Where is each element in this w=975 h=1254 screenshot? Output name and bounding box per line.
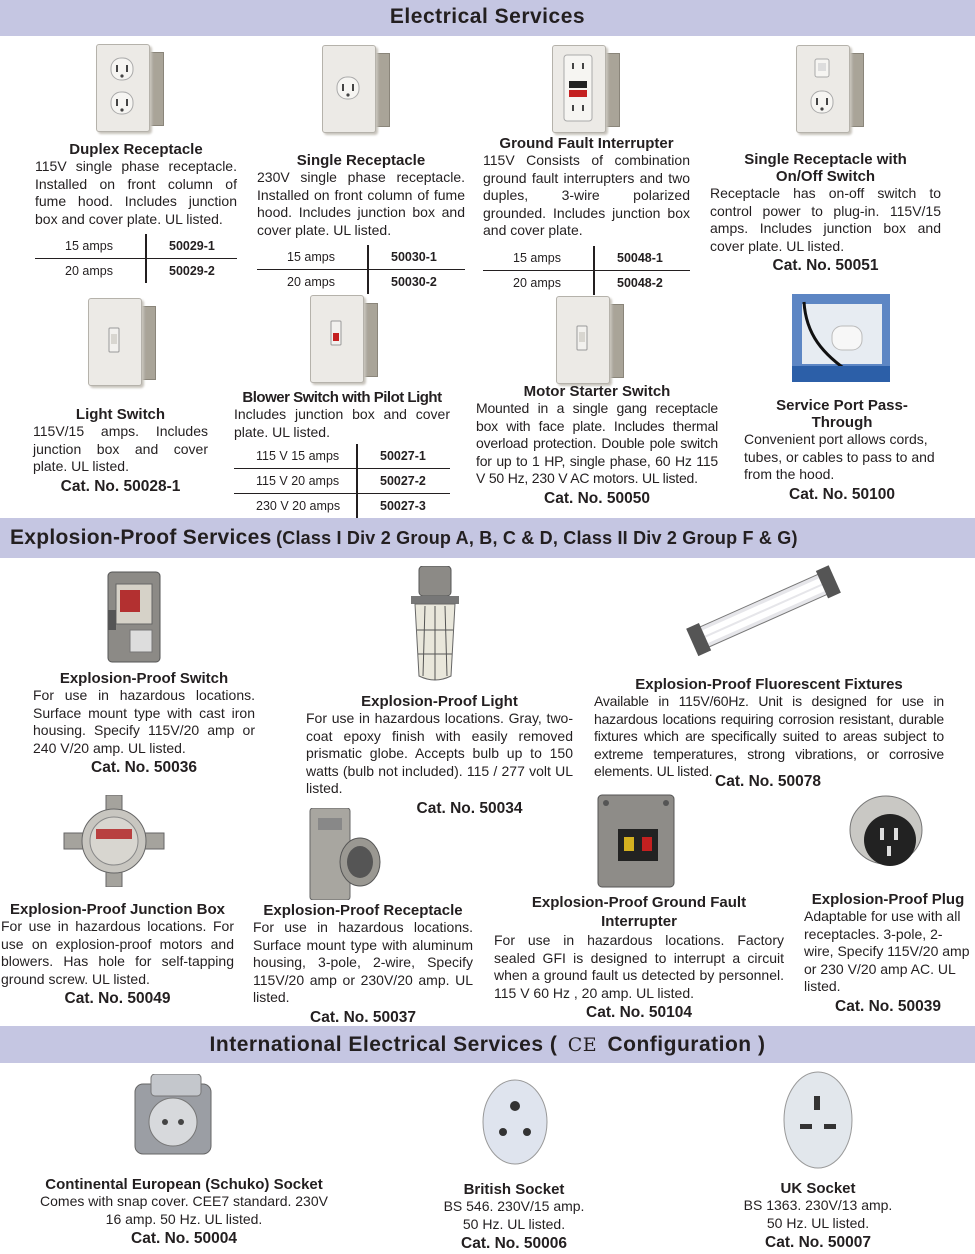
blower-switch-description: Includes junction box and cover plate. UL listed. xyxy=(234,406,450,440)
schuko-socket-cat-no: Cat. No. 50004 xyxy=(131,1230,237,1247)
schuko-socket-image xyxy=(133,1074,217,1156)
single-receptacle-on-off xyxy=(710,151,941,275)
international-services-banner xyxy=(0,1026,975,1063)
explosion-proof-junction-box-image xyxy=(60,795,168,887)
explosion-proof-light-description: For use in hazardous locations. Gray, two-coat epoxy finish with easily removed prismatic globe. Accepts bulb up to 150 watts (bulb not included). 115 / 277 volt UL listed. xyxy=(306,710,573,796)
british-socket-description: BS 546. 230V/15 amp. xyxy=(443,1198,585,1214)
single-receptacle xyxy=(257,152,465,294)
single-receptacle-on-off-title: Single Receptacle with xyxy=(744,151,907,168)
table-row: 230 V 20 amps 50027-3 xyxy=(234,494,450,519)
explosion-proof-junction-box-description: For use in hazardous locations. For use on explosion-proof motors and blowers. Has hole for self-tapping ground screw. UL listed. xyxy=(1,918,234,987)
british-socket-title: British Socket xyxy=(463,1181,565,1198)
explosion-proof-light xyxy=(306,693,573,818)
explosion-proof-receptacle-cat-no: Cat. No. 50037 xyxy=(310,1008,416,1026)
motor-starter-switch-cat-no: Cat. No. 50050 xyxy=(544,489,650,507)
schuko-socket xyxy=(26,1176,342,1248)
british-socket-description-line2: 50 Hz. UL listed. xyxy=(462,1215,566,1232)
explosion-proof-gfi-cat-no: Cat. No. 50104 xyxy=(586,1004,692,1021)
single-receptacle-table xyxy=(257,245,465,294)
single-receptacle-on-off-cat-no: Cat. No. 50051 xyxy=(772,257,879,274)
explosion-proof-gfi-title-line2: Interrupter xyxy=(601,913,677,930)
uk-socket-cat-no: Cat. No. 50007 xyxy=(765,1234,871,1251)
explosion-proof-gfi-image xyxy=(596,793,676,889)
light-switch xyxy=(33,406,208,496)
table-row: 15 amps 50030-1 xyxy=(257,245,465,270)
british-socket xyxy=(414,1181,614,1253)
electrical-services-banner xyxy=(0,0,975,36)
service-port-cat-no: Cat. No. 50100 xyxy=(789,485,895,503)
explosion-proof-plug-description: Adaptable for use with all receptacles. 3-pole, 2-wire, Specify 115V/20 amp or 230 V/20 amp AC. UL listed. xyxy=(804,908,970,994)
uk-socket-description-line2: 50 Hz. UL listed. xyxy=(766,1214,870,1231)
explosion-proof-switch-cat-no: Cat. No. 50036 xyxy=(91,759,197,776)
table-row: 20 amps 50030-2 xyxy=(257,270,465,295)
uk-socket-description: BS 1363. 230V/13 amp. xyxy=(743,1197,893,1213)
explosion-proof-gfi-title: Explosion-Proof Ground Fault xyxy=(531,894,747,911)
motor-starter-switch-title: Motor Starter Switch xyxy=(523,383,671,400)
blower-switch-table xyxy=(234,444,450,518)
motor-starter-switch-description: Mounted in a single gang receptacle box with face plate. Includes thermal overload protection. Double pole switch for up to 1 HP, single phase, 60 Hz 115 V 50 Hz, 230 V AC motors. UL listed. xyxy=(476,400,718,486)
service-port-description: Convenient port allows cords, tubes, or cables to pass to and from the hood. xyxy=(744,431,935,482)
table-row: 15 amps 50029-1 xyxy=(35,234,237,259)
single-receptacle-title: Single Receptacle xyxy=(296,152,426,169)
motor-starter-switch-image xyxy=(556,296,622,384)
ce-mark: CE xyxy=(567,1034,598,1056)
service-port-image xyxy=(792,294,890,382)
explosion-proof-fluorescent-title: Explosion-Proof Fluorescent Fixtures xyxy=(635,676,903,693)
light-switch-cat-no: Cat. No. 50028-1 xyxy=(60,477,181,495)
uk-socket-image xyxy=(780,1068,856,1172)
explosion-proof-fluorescent-cat-no: Cat. No. 50078 xyxy=(715,772,821,790)
schuko-socket-description: Comes with snap cover. CEE7 standard. 230V xyxy=(40,1193,328,1209)
schuko-socket-title: Continental European (Schuko) Socket xyxy=(45,1176,323,1193)
explosion-proof-switch-image xyxy=(104,570,164,665)
service-port xyxy=(744,397,940,504)
international-services-title: International Electrical Services ( CE Configuration ) xyxy=(209,1033,766,1056)
explosion-proof-plug-image xyxy=(846,790,932,882)
explosion-proof-light-cat-no: Cat. No. 50034 xyxy=(416,799,523,817)
ground-fault-interrupter-image xyxy=(552,45,618,133)
explosion-proof-classes: (Class I Div 2 Group A, B, C & D, Class II Div 2 Group F & G) xyxy=(276,528,798,548)
single-receptacle-description: 230V single phase receptacle. Installed on front column of fume hood. Includes junction box and cover plate. UL listed. xyxy=(257,169,465,238)
explosion-proof-junction-box xyxy=(1,901,234,1008)
table-row: 20 amps 50048-2 xyxy=(483,270,690,295)
service-port-title: Service Port Pass- xyxy=(776,397,908,414)
explosion-proof-plug xyxy=(804,891,972,1016)
explosion-proof-main: Explosion-Proof Services xyxy=(10,526,272,549)
duplex-receptacle xyxy=(35,141,237,283)
explosion-proof-receptacle xyxy=(253,902,473,1027)
explosion-proof-switch-description: For use in hazardous locations. Surface mount type with cast iron housing. Specify 115V/20 amp or 240 V/20 amp. UL listed. xyxy=(33,687,255,756)
switch-receptacle-image xyxy=(796,45,862,133)
explosion-proof-junction-box-title: Explosion-Proof Junction Box xyxy=(9,901,225,918)
duplex-receptacle-image xyxy=(96,44,162,132)
single-receptacle-on-off-title-line2: On/Off Switch xyxy=(775,168,876,185)
explosion-proof-plug-title: Explosion-Proof Plug xyxy=(811,891,965,908)
light-switch-image xyxy=(88,298,154,386)
ground-fault-interrupter-description: 115V Consists of combination ground fault interrupters and two duples, 3-wire polarized grounded. Includes junction box and cover plate. xyxy=(483,152,690,238)
ground-fault-interrupter-table xyxy=(483,246,690,295)
explosion-proof-fluorescent xyxy=(594,676,944,791)
explosion-proof-light-image xyxy=(403,566,467,686)
table-row: 115 V 20 amps 50027-2 xyxy=(234,469,450,494)
explosion-proof-title xyxy=(10,526,798,550)
explosion-proof-switch-title: Explosion-Proof Switch xyxy=(59,670,229,687)
duplex-receptacle-table xyxy=(35,234,237,283)
single-receptacle-image xyxy=(322,45,388,133)
explosion-proof-junction-box-cat-no: Cat. No. 50049 xyxy=(64,990,171,1007)
ground-fault-interrupter xyxy=(483,135,690,295)
motor-starter-switch xyxy=(476,383,718,508)
uk-socket-title: UK Socket xyxy=(780,1180,856,1197)
light-switch-description: 115V/15 amps. Includes junction box and cover plate. UL listed. xyxy=(33,423,208,474)
explosion-proof-gfi xyxy=(494,894,784,1022)
explosion-proof-fluorescent-image xyxy=(686,562,841,662)
uk-socket xyxy=(718,1180,918,1252)
explosion-proof-gfi-description: For use in hazardous locations. Factory sealed GFI is designed to interrupt a circuit when a ground fault us detected by personnel. 115 V 60 Hz , 20 amp. UL listed. xyxy=(494,932,784,1001)
single-receptacle-on-off-description: Receptacle has on-off switch to control power to plug-in. 115V/15 amps. Includes junction box and cover plate. UL listed. xyxy=(710,185,941,254)
table-row: 115 V 15 amps 50027-1 xyxy=(234,444,450,469)
table-row: 20 amps 50029-2 xyxy=(35,259,237,284)
explosion-proof-receptacle-image xyxy=(304,808,384,900)
ground-fault-interrupter-title: Ground Fault Interrupter xyxy=(499,135,674,152)
table-row: 15 amps 50048-1 xyxy=(483,246,690,271)
service-port-title-line2: Through xyxy=(811,414,873,431)
blower-switch xyxy=(234,389,450,518)
blower-switch-image xyxy=(310,295,376,383)
explosion-proof-banner xyxy=(0,518,975,558)
electrical-services-title: Electrical Services xyxy=(389,5,586,28)
explosion-proof-fluorescent-description: Available in 115V/60Hz. Unit is designed for use in hazardous locations requiring corrosion resistant, durable fixtures which are specifically suited to areas subject to extreme temperatures, strong vibrations, or corrosive elements. UL listed. xyxy=(594,693,944,779)
explosion-proof-switch xyxy=(33,670,255,777)
duplex-receptacle-description: 115V single phase receptacle. Installed on front column of fume hood. Includes junction box and cover plate. UL listed. xyxy=(35,158,237,227)
explosion-proof-plug-cat-no: Cat. No. 50039 xyxy=(835,997,941,1015)
blower-switch-title: Blower Switch with Pilot Light xyxy=(242,389,442,406)
duplex-receptacle-title: Duplex Receptacle xyxy=(69,141,203,158)
british-socket-cat-no: Cat. No. 50006 xyxy=(461,1235,567,1252)
explosion-proof-receptacle-description: For use in hazardous locations. Surface mount type with aluminum housing, 3-pole, 2-wire, Specify 115V/20 amp or 230V/20 amp. UL listed. xyxy=(253,919,473,1005)
schuko-socket-description-line2: 16 amp. 50 Hz. UL listed. xyxy=(105,1210,263,1227)
light-switch-title: Light Switch xyxy=(75,406,166,423)
british-socket-image xyxy=(477,1076,553,1168)
explosion-proof-light-title: Explosion-Proof Light xyxy=(361,693,518,710)
explosion-proof-receptacle-title: Explosion-Proof Receptacle xyxy=(263,902,463,919)
